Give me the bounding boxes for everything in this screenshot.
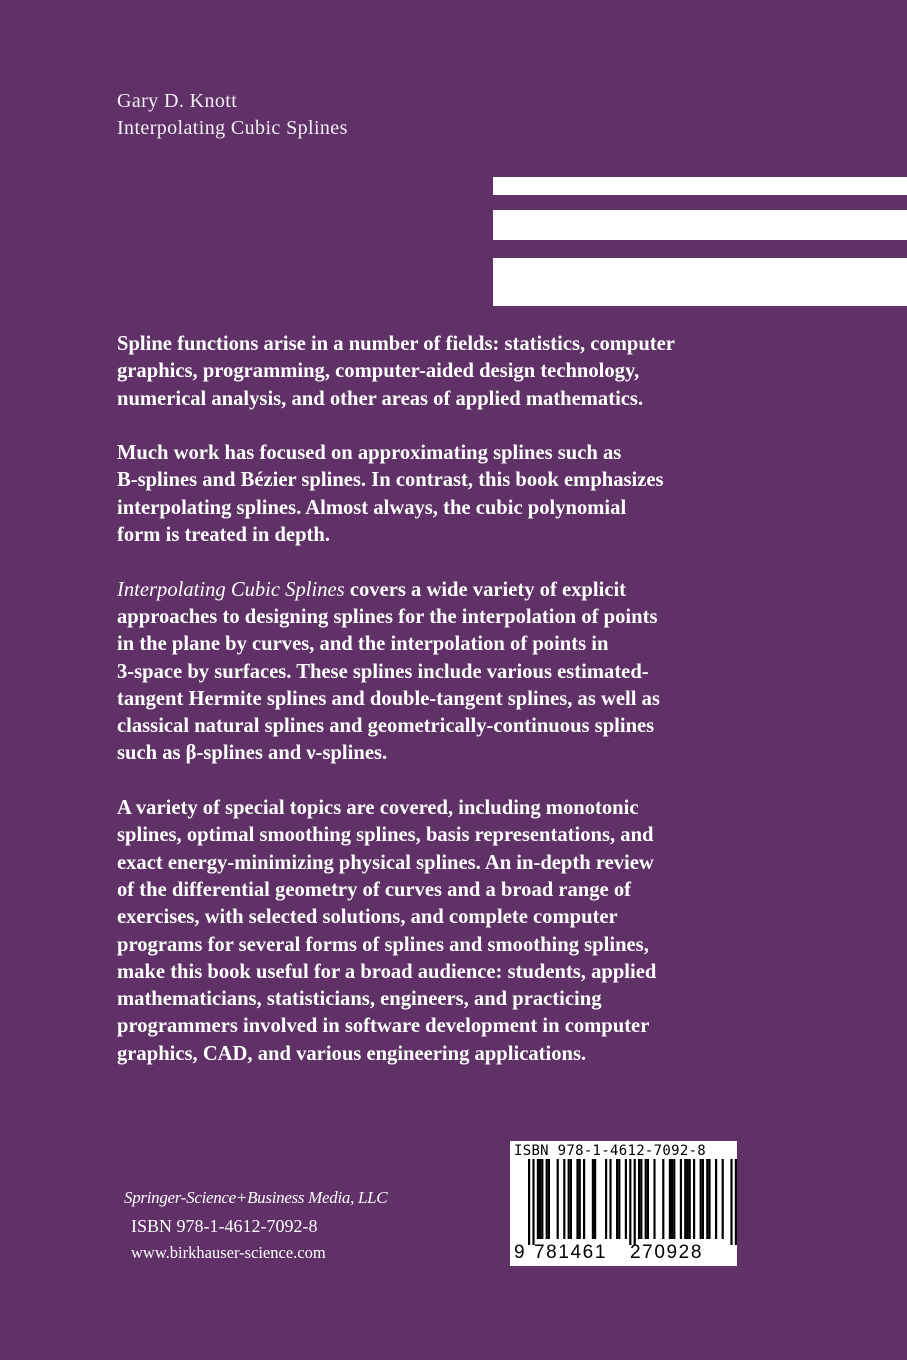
barcode-isbn-label: ISBN 978-1-4612-7092-8 bbox=[514, 1143, 707, 1159]
barcode-bar bbox=[625, 1159, 627, 1239]
text-line: numerical analysis, and other areas of applied mathematics. bbox=[117, 387, 644, 410]
author-name: Gary D. Knott bbox=[117, 90, 238, 112]
description-paragraph-1 bbox=[117, 331, 797, 413]
text-line: Much work has focused on approximating splines such as bbox=[117, 442, 622, 465]
barcode-bars bbox=[510, 1159, 737, 1245]
text-line: programmers involved in software development in computer bbox=[117, 1015, 650, 1038]
text-line: graphics, programming, computer-aided design technology, bbox=[117, 360, 640, 383]
barcode-bar bbox=[693, 1159, 695, 1239]
text-line bbox=[117, 577, 797, 604]
text-line: exercises, with selected solutions, and complete computer bbox=[117, 906, 618, 929]
text-fragment: covers a wide variety of explicit bbox=[344, 578, 627, 601]
text-line: such as β-splines and ν-splines. bbox=[117, 742, 388, 765]
barcode-bar bbox=[722, 1159, 724, 1239]
text-line: approaches to designing splines for the interpolation of points bbox=[117, 605, 658, 628]
barcode-bar bbox=[537, 1159, 539, 1239]
barcode-bar bbox=[708, 1159, 710, 1239]
barcode-bar bbox=[539, 1159, 541, 1239]
barcode-bar bbox=[583, 1159, 585, 1239]
barcode-bar bbox=[700, 1159, 702, 1239]
barcode-bar bbox=[594, 1159, 596, 1239]
barcode-bar bbox=[684, 1159, 686, 1239]
barcode-bar bbox=[638, 1159, 640, 1239]
barcode bbox=[510, 1141, 737, 1266]
barcode-bar bbox=[579, 1159, 581, 1239]
description-paragraph-2 bbox=[117, 440, 797, 549]
text-line: tangent Hermite splines and double-tangent splines, as well as bbox=[117, 687, 660, 710]
text-line: B-splines and Bézier splines. In contrast, this book emphasizes bbox=[117, 469, 664, 492]
barcode-bar bbox=[645, 1159, 647, 1239]
text-line: classical natural splines and geometrically-continuous splines bbox=[117, 715, 655, 738]
publisher-url: www.birkhauser-science.com bbox=[131, 1243, 326, 1262]
publisher-name: Springer-Science+Business Media, LLC bbox=[124, 1188, 388, 1207]
barcode-bar bbox=[715, 1159, 717, 1239]
barcode-bar bbox=[673, 1159, 675, 1239]
barcode-bar bbox=[647, 1159, 649, 1239]
header bbox=[117, 88, 348, 142]
text-line: of the differential geometry of curves and a broad range of bbox=[117, 878, 631, 901]
decorative-stripe-top bbox=[493, 177, 907, 195]
description-paragraph-3 bbox=[117, 577, 797, 768]
barcode-guard-bar bbox=[528, 1159, 530, 1245]
publisher-block bbox=[124, 1188, 387, 1263]
barcode-guard-bar bbox=[532, 1159, 534, 1245]
barcode-bar bbox=[548, 1159, 550, 1239]
text-line: 3-space by surfaces. These splines include various estimated- bbox=[117, 660, 649, 683]
decorative-stripe-bottom bbox=[493, 258, 907, 306]
barcode-bar bbox=[570, 1159, 572, 1239]
text-line: interpolating splines. Almost always, the cubic polynomial bbox=[117, 496, 627, 519]
barcode-bar bbox=[662, 1159, 664, 1239]
barcode-bar bbox=[702, 1159, 704, 1239]
description-paragraph-4 bbox=[117, 795, 797, 1068]
barcode-bar bbox=[706, 1159, 708, 1239]
barcode-bar bbox=[653, 1159, 655, 1239]
barcode-bar bbox=[689, 1159, 691, 1239]
text-line: mathematicians, statisticians, engineers, and practicing bbox=[117, 988, 602, 1011]
barcode-bar bbox=[557, 1159, 559, 1239]
barcode-bar bbox=[546, 1159, 548, 1239]
barcode-bar bbox=[605, 1159, 607, 1239]
barcode-right-digits: 270928 bbox=[630, 1242, 704, 1263]
text-line: Spline functions arise in a number of fields: statistics, computer bbox=[117, 333, 675, 355]
text-line: graphics, CAD, and various engineering applications. bbox=[117, 1042, 587, 1065]
barcode-bar bbox=[616, 1159, 618, 1239]
italic-book-title: Interpolating Cubic Splines bbox=[117, 578, 345, 601]
barcode-bar bbox=[568, 1159, 570, 1239]
book-description bbox=[117, 331, 797, 1095]
barcode-left-digits: 781461 bbox=[534, 1242, 608, 1263]
barcode-bar bbox=[686, 1159, 688, 1239]
barcode-bar bbox=[609, 1159, 611, 1239]
barcode-guard-bar bbox=[629, 1159, 631, 1245]
publisher-isbn: ISBN 978-1-4612-7092-8 bbox=[131, 1216, 318, 1236]
barcode-bar bbox=[592, 1159, 594, 1239]
text-line: form is treated in depth. bbox=[117, 524, 330, 547]
barcode-guard-bar bbox=[730, 1159, 732, 1245]
barcode-bar bbox=[541, 1159, 543, 1239]
barcode-bar bbox=[680, 1159, 682, 1239]
barcode-bar bbox=[671, 1159, 673, 1239]
barcode-bar bbox=[618, 1159, 620, 1239]
barcode-guard-bar bbox=[735, 1159, 737, 1245]
text-line: splines, optimal smoothing splines, basis representations, and bbox=[117, 824, 654, 847]
barcode-bar bbox=[669, 1159, 671, 1239]
barcode-guard-bar bbox=[634, 1159, 636, 1245]
barcode-bar bbox=[563, 1159, 565, 1239]
text-line: A variety of special topics are covered, including monotonic bbox=[117, 797, 639, 820]
text-line: make this book useful for a broad audience: students, applied bbox=[117, 960, 657, 983]
barcode-bar bbox=[576, 1159, 578, 1239]
text-line: in the plane by curves, and the interpolation of points in bbox=[117, 633, 609, 656]
barcode-bar bbox=[640, 1159, 642, 1239]
book-title: Interpolating Cubic Splines bbox=[117, 117, 348, 139]
decorative-stripe-middle bbox=[493, 210, 907, 240]
text-line: programs for several forms of splines and smoothing splines, bbox=[117, 933, 649, 956]
text-line: exact energy-minimizing physical splines. An in-depth review bbox=[117, 851, 654, 874]
barcode-lead-digit: 9 bbox=[514, 1242, 525, 1263]
